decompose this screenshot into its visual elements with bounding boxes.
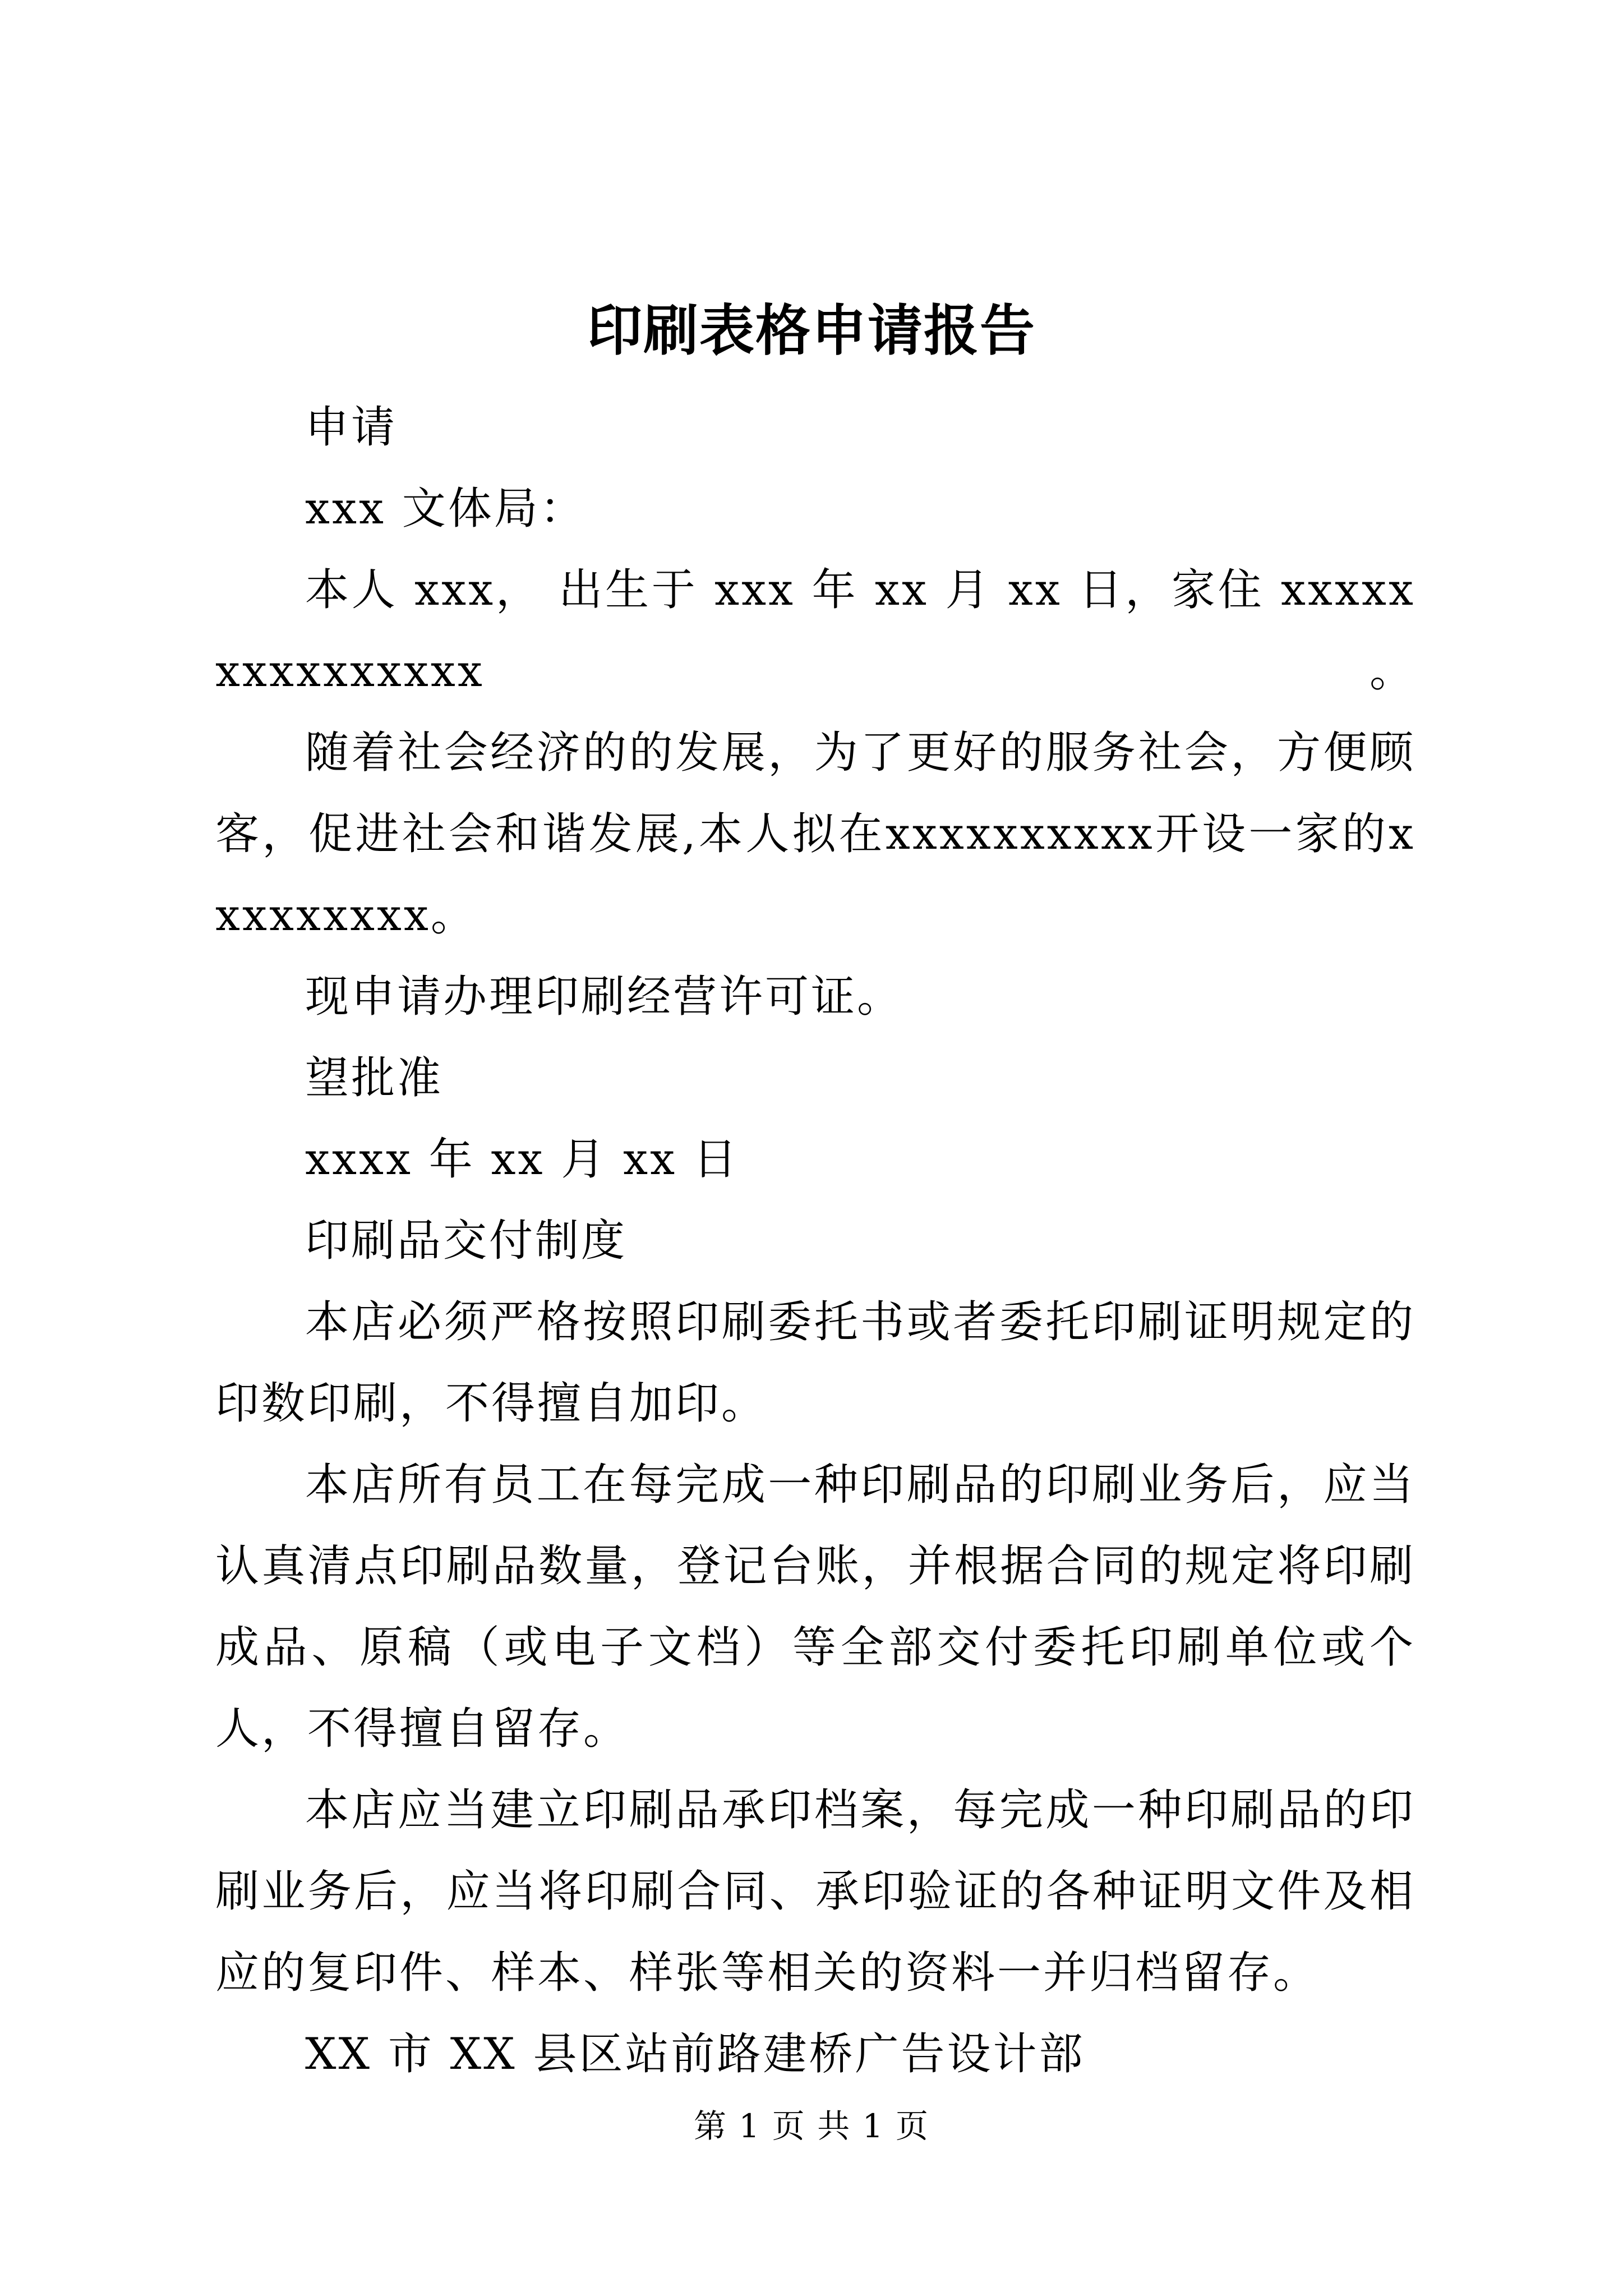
- paragraph-date: xxxx 年 xx 月 xx 日: [305, 1134, 739, 1185]
- paragraph-signature: XX 市 XX 县区站前路建桥广告设计部: [305, 2029, 1085, 2079]
- paragraph-request: 现申请办理印刷经营许可证。: [305, 972, 903, 1022]
- paragraph-heading-application: 申请: [305, 402, 398, 453]
- document-body: [215, 387, 1415, 2095]
- paragraph-rule-3: 本店应当建立印刷品承印档案，每完成一种印刷品的印刷业务后，应当将印刷合同、承印验证的各种证明文件及相应的复印件、样本、样张等相关的资料一并归档留存。: [215, 1785, 1415, 1998]
- paragraph-approval: 望批准: [305, 1053, 444, 1103]
- paragraph-rule-1: 本店必须严格按照印刷委托书或者委托印刷证明规定的印数印刷，不得擅自加印。: [215, 1297, 1415, 1429]
- document-title: 印刷表格申请报告: [587, 298, 1036, 363]
- paragraph-purpose: 随着社会经济的的发展，为了更好的服务社会，方便顾客，促进社会和谐发展,本人拟在xxxxxxxxxx开设一家的xxxxxxxxx。: [215, 728, 1415, 941]
- paragraph-personal-info: 本人 xxx， 出生于 xxx 年 xx 月 xx 日，家住 xxxxxxxxxxxxxxx。: [215, 565, 1415, 697]
- paragraph-recipient: xxx 文体局：: [305, 484, 586, 534]
- page-footer: 第 1 页 共 1 页: [694, 2107, 929, 2145]
- paragraph-section-heading: 印刷品交付制度: [305, 1216, 628, 1266]
- paragraph-rule-2: 本店所有员工在每完成一种印刷品的印刷业务后，应当认真清点印刷品数量，登记台账，并根据合同的规定将印刷成品、原稿（或电子文档）等全部交付委托印刷单位或个人，不得擅自留存。: [215, 1460, 1415, 1754]
